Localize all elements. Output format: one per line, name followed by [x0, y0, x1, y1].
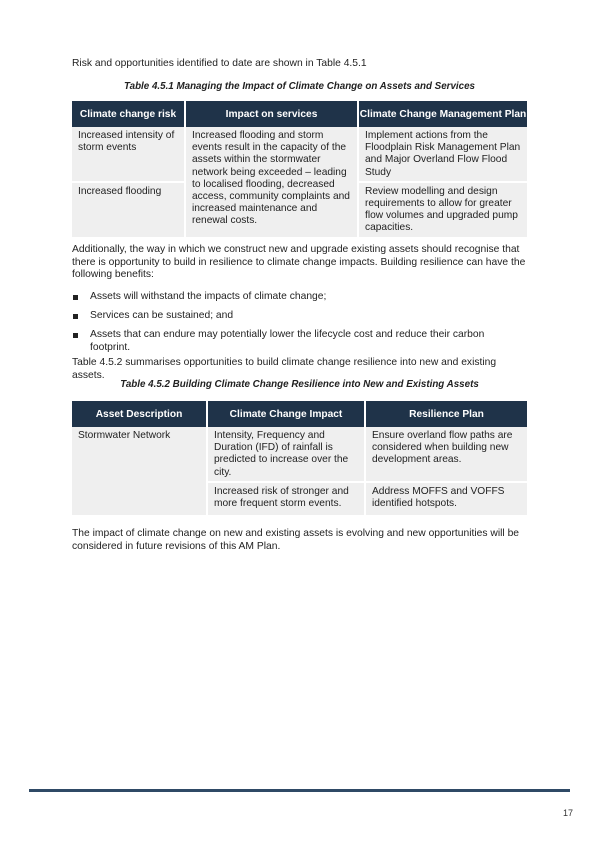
summary-paragraph: Table 4.5.2 summarises opportunities to build climate change resilience into new and existing assets. — [72, 357, 497, 381]
resilience-table — [72, 401, 527, 517]
impact-cell: Increased risk of stronger and more frequent storm events. — [207, 482, 365, 516]
header-impact-on-services: Impact on services — [185, 101, 358, 127]
resilience-paragraph: Additionally, the way in which we construct new and upgrade existing assets should recognise that there is opportunity to build in resilience to climate change impacts. Building resilience can have the following benefits: — [72, 244, 526, 281]
risk-cell: Increased flooding — [72, 182, 185, 238]
impact-cell: Increased flooding and storm events result in the capacity of the assets within the stormwater network being exceeded – leading to localised flooding, decreased access, community complaints and increased maintenance and renewal costs. — [185, 127, 358, 238]
asset-cell: Stormwater Network — [72, 427, 207, 516]
table-4-5-1-caption: Table 4.5.1 Managing the Impact of Climate Change on Assets and Services — [124, 81, 475, 92]
footer-rule — [29, 789, 570, 792]
header-climate-change-risk: Climate change risk — [72, 101, 185, 127]
header-asset-description: Asset Description — [72, 401, 207, 427]
climate-risk-table — [72, 101, 527, 239]
risk-cell: Increased intensity of storm events — [72, 127, 185, 182]
plan-cell: Ensure overland flow paths are considered when building new development areas. — [365, 427, 527, 482]
plan-cell: Implement actions from the Floodplain Risk Management Plan and Major Overland Flow Flood Study — [358, 127, 527, 182]
table-4-5-2-caption: Table 4.5.2 Building Climate Change Resilience into New and Existing Assets — [120, 379, 479, 390]
table-row — [72, 127, 527, 182]
plan-cell: Review modelling and design requirements to allow for greater flow volumes and upgraded pump capacities. — [358, 182, 527, 238]
bullet-icon — [73, 333, 78, 338]
bullet-icon — [73, 295, 78, 300]
list-item: Services can be sustained; and — [72, 310, 527, 323]
intro-paragraph: Risk and opportunities identified to date are shown in Table 4.5.1 — [72, 58, 367, 69]
bullet-icon — [73, 314, 78, 319]
header-climate-change-impact: Climate Change Impact — [207, 401, 365, 427]
table-row — [72, 427, 527, 482]
plan-cell: Address MOFFS and VOFFS identified hotspots. — [365, 482, 527, 516]
list-item: Assets that can endure may potentially lower the lifecycle cost and reduce their carbon footprint. — [72, 329, 527, 354]
page-number: 17 — [562, 808, 573, 818]
closing-paragraph: The impact of climate change on new and existing assets is evolving and new opportunities will be considered in future revisions of this AM Plan. — [72, 528, 520, 552]
header-resilience-plan: Resilience Plan — [365, 401, 527, 427]
header-management-plan: Climate Change Management Plan — [358, 101, 527, 127]
list-item: Assets will withstand the impacts of climate change; — [72, 291, 527, 304]
benefits-list — [72, 291, 527, 361]
impact-cell: Intensity, Frequency and Duration (IFD) of rainfall is predicted to increase over the city. — [207, 427, 365, 482]
